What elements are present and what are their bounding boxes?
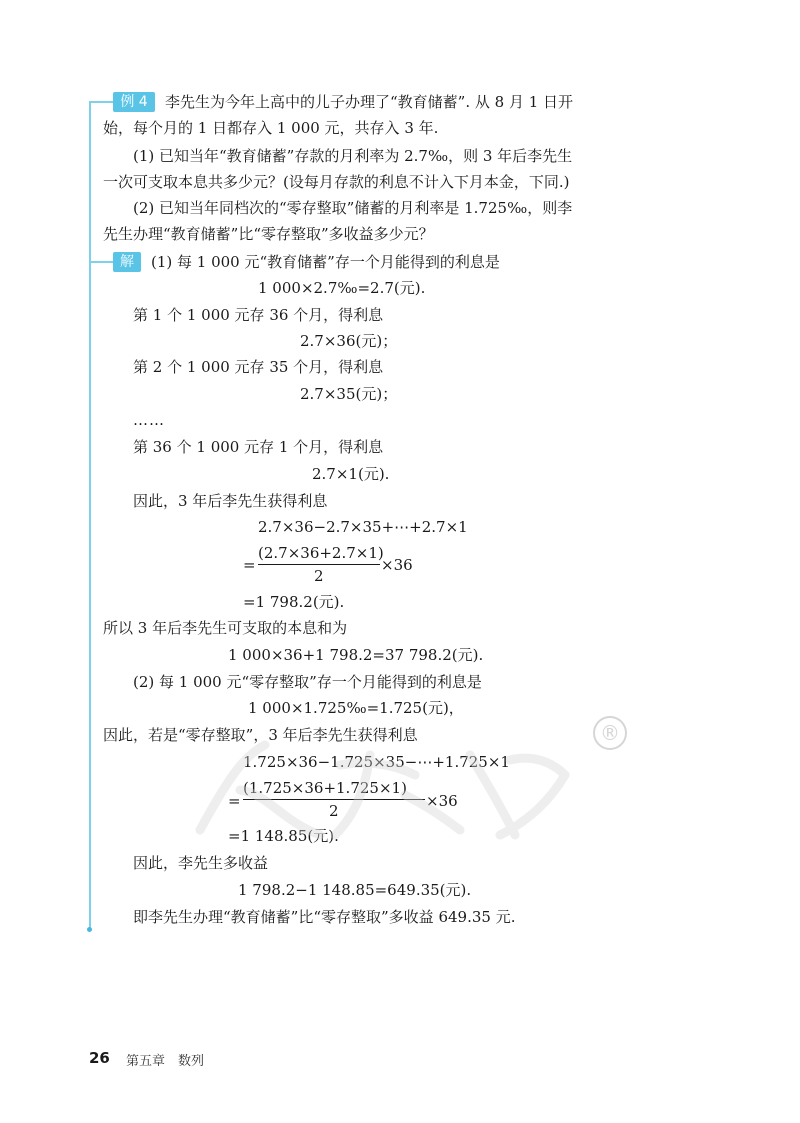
part-1-intro: (1) 每 1 000 元“教育储蓄”存一个月能得到的利息是 <box>151 253 500 271</box>
month-1-equation: 2.7×36(元)； <box>300 332 398 350</box>
part-2-fraction-multiplier: ×36 <box>426 792 458 810</box>
part-1-fraction-numerator: (2.7×36+2.7×1) <box>258 544 384 562</box>
part-1-interest-result: =1 798.2(元). <box>243 593 345 611</box>
part-1-therefore: 因此，3 年后李先生获得利息 <box>133 492 328 510</box>
example-tag-connector <box>89 101 113 103</box>
gain-equation: 1 798.2−1 148.85=649.35(元). <box>238 881 472 899</box>
part-1-fraction-equals: = <box>243 556 256 574</box>
month-2-equation: 2.7×35(元)； <box>300 385 398 403</box>
part-1-fraction-bar <box>258 564 380 565</box>
part-1-total-text: 所以 3 年后李先生可支取的本息和为 <box>103 619 348 637</box>
solution-tag: 解 <box>113 252 141 272</box>
gain-text: 因此，李先生多收益 <box>133 854 269 872</box>
chapter-title: 第五章 数列 <box>126 1054 205 1069</box>
page-number: 26 <box>89 1049 110 1067</box>
publisher-watermark <box>170 735 590 845</box>
margin-rule-end-dot <box>87 927 92 932</box>
solution-tag-connector <box>89 261 113 263</box>
part-1-rate-equation: 1 000×2.7‰=2.7(元). <box>258 279 426 297</box>
part-1-total-equation: 1 000×36+1 798.2=37 798.2(元). <box>228 646 484 664</box>
example-tag: 例 4 <box>113 92 155 112</box>
question-2-line-1: (2) 已知当年同档次的“零存整取”储蓄的月利率是 1.725‰，则李 <box>133 199 573 217</box>
part-1-fraction-denominator: 2 <box>314 567 324 585</box>
part-2-fraction-denominator: 2 <box>329 802 339 820</box>
registered-mark-icon: ® <box>593 716 627 750</box>
month-2-text: 第 2 个 1 000 元存 35 个月，得利息 <box>133 358 384 376</box>
example-text-line-2: 始，每个月的 1 日都存入 1 000 元，共存入 3 年. <box>103 119 439 137</box>
part-2-fraction-numerator: (1.725×36+1.725×1) <box>243 779 407 797</box>
part-2-intro: (2) 每 1 000 元“零存整取”存一个月能得到的利息是 <box>133 673 482 691</box>
part-2-sum: 1.725×36−1.725×35−⋯+1.725×1 <box>243 753 510 771</box>
question-1-line-1: (1) 已知当年“教育储蓄”存款的月利率为 2.7‰，则 3 年后李先生 <box>133 147 573 165</box>
example-text-line-1: 李先生为今年上高中的儿子办理了“教育储蓄”. 从 8 月 1 日开 <box>165 93 574 111</box>
question-1-line-2: 一次可支取本息共多少元？(设每月存款的利息不计入下月本金，下同.) <box>103 173 570 191</box>
question-2-line-2: 先生办理“教育储蓄”比“零存整取”多收益多少元？ <box>103 225 434 243</box>
part-2-fraction-equals: = <box>228 792 241 810</box>
margin-rule <box>89 102 91 930</box>
part-2-rate-equation: 1 000×1.725‰=1.725(元)， <box>248 699 464 717</box>
part-2-interest-result: =1 148.85(元). <box>228 827 339 845</box>
part-2-therefore: 因此，若是“零存整取”，3 年后李先生获得利息 <box>103 726 418 744</box>
part-1-fraction-multiplier: ×36 <box>381 556 413 574</box>
month-36-text: 第 36 个 1 000 元存 1 个月，得利息 <box>133 438 384 456</box>
month-1-text: 第 1 个 1 000 元存 36 个月，得利息 <box>133 306 384 324</box>
part-1-sum: 2.7×36−2.7×35+⋯+2.7×1 <box>258 518 468 536</box>
ellipsis: …… <box>133 411 165 429</box>
conclusion: 即李先生办理“教育储蓄”比“零存整取”多收益 649.35 元. <box>133 908 516 926</box>
month-36-equation: 2.7×1(元). <box>312 465 390 483</box>
